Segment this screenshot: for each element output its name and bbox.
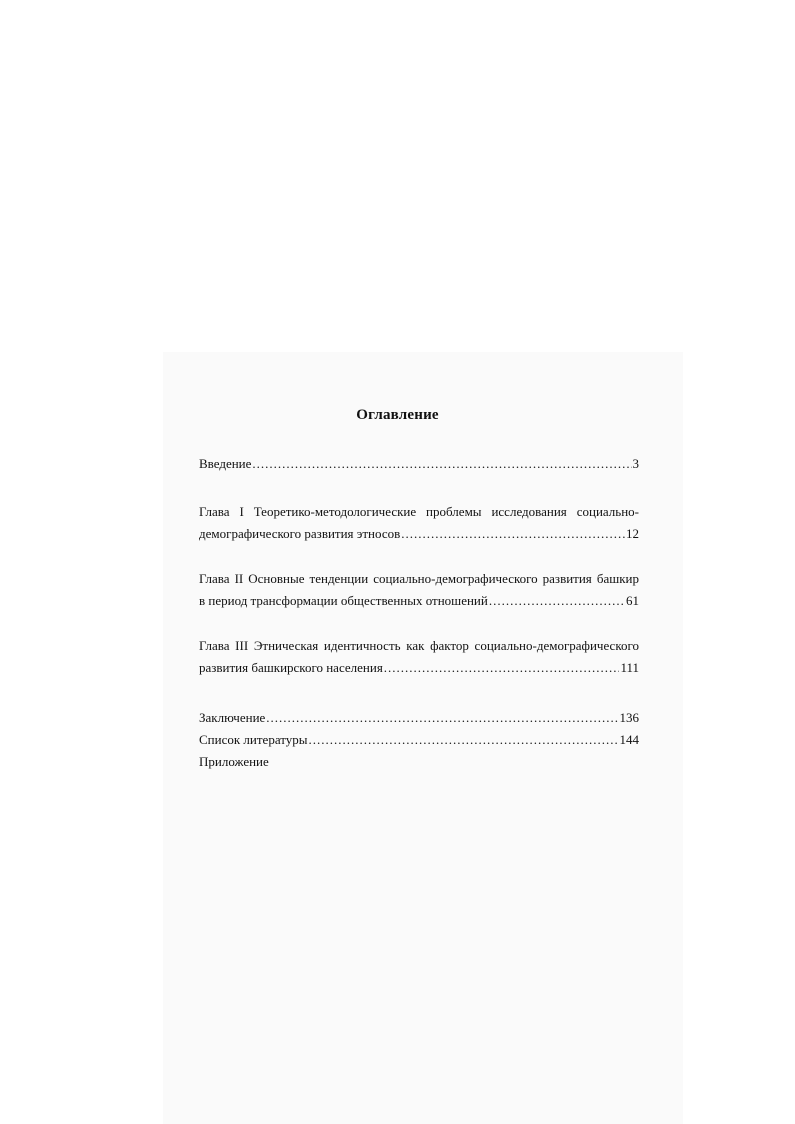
dot-leader	[489, 590, 625, 612]
toc-entry-appendix	[199, 751, 639, 773]
toc-entry-label: Приложение	[199, 754, 269, 769]
toc-entry-label-line2: демографического развития этносов	[199, 526, 401, 541]
table-of-contents	[199, 453, 639, 773]
toc-entry-label: Введение	[199, 456, 252, 471]
toc-entry-label-line1: Глава I Теоретико-методологические проблемы исследования социально-	[199, 504, 639, 519]
toc-entry-chapter-3	[199, 635, 639, 679]
dot-leader	[384, 657, 620, 679]
toc-entry-label: Заключение	[199, 710, 266, 725]
toc-entry-label: Список литературы	[199, 732, 308, 747]
toc-entry-bibliography	[199, 729, 639, 751]
dot-leader	[252, 453, 631, 475]
toc-entry-label-line1: Глава III Этническая идентичность как фактор социально-демографического	[199, 638, 639, 653]
toc-title: Оглавление	[356, 407, 439, 423]
toc-entry-chapter-2	[199, 568, 639, 612]
toc-page-number: 61	[626, 593, 639, 608]
toc-entry-intro	[199, 453, 639, 475]
toc-page-number: 3	[632, 456, 639, 471]
dot-leader	[266, 707, 618, 729]
toc-entry-label-line2: в период трансформации общественных отношений	[199, 593, 488, 608]
dot-leader	[401, 523, 625, 545]
toc-page-number: 12	[626, 526, 639, 541]
dot-leader	[309, 729, 619, 751]
toc-entry-label-line1: Глава II Основные тенденции социально-демографического развития башкир	[199, 571, 639, 586]
toc-entry-label-line2: развития башкирского населения	[199, 660, 383, 675]
toc-entry-conclusion	[199, 707, 639, 729]
toc-page-number: 136	[619, 710, 639, 725]
toc-page-number: 111	[620, 660, 639, 675]
toc-entry-chapter-1	[199, 501, 639, 545]
toc-page-number: 144	[619, 732, 639, 747]
